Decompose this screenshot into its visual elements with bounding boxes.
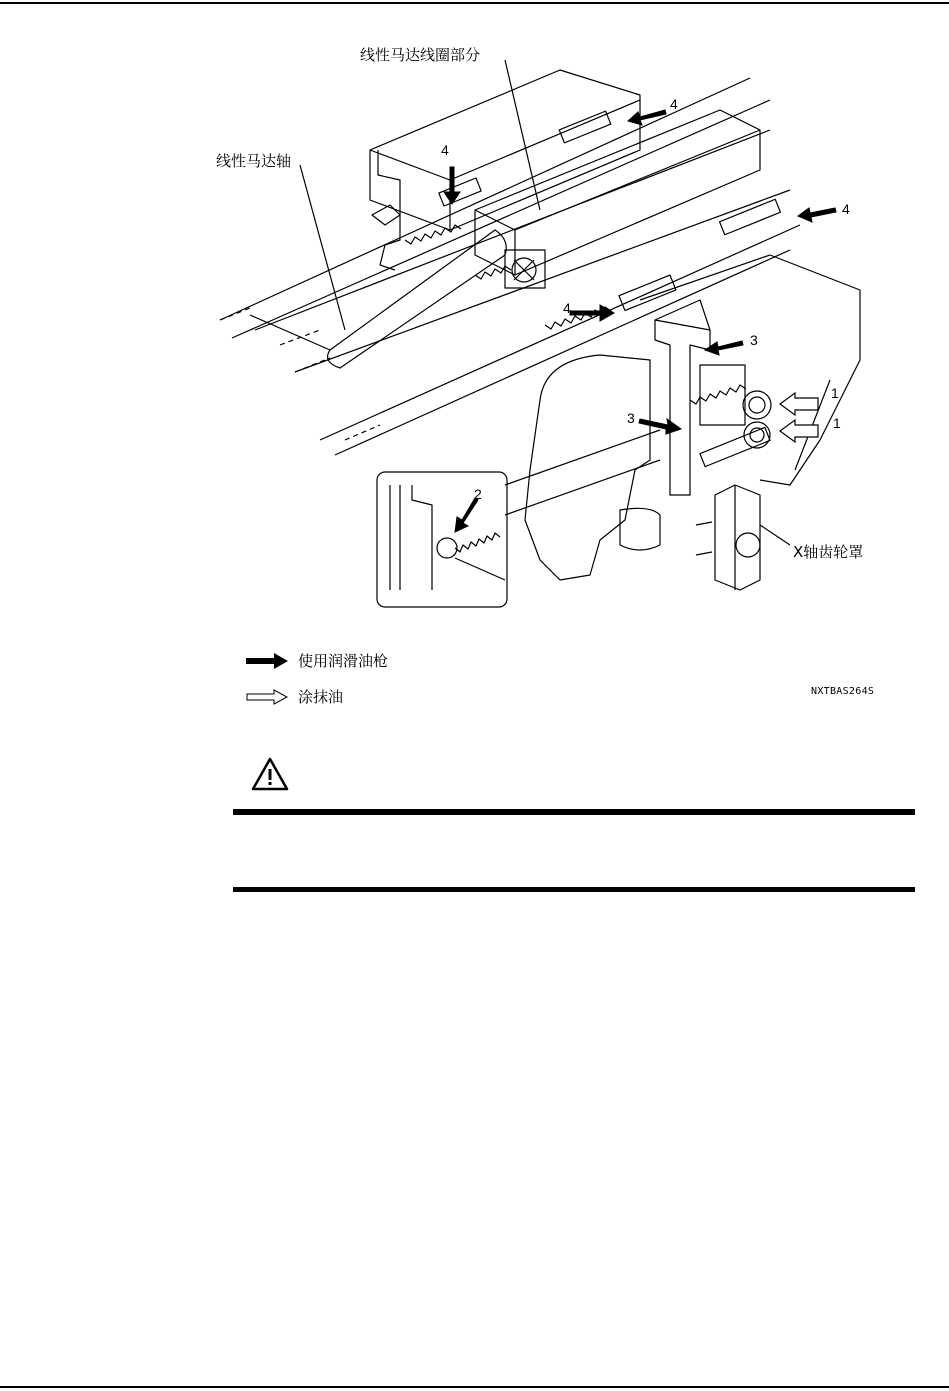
legend-grease-gun-text: 使用润滑油枪: [298, 652, 389, 670]
caution-top-bar: [233, 809, 915, 815]
legend-apply-oil-text: 涂抹油: [298, 688, 344, 706]
bottom-rule: [0, 1386, 949, 1388]
hollow-arrow-icon: [246, 689, 288, 705]
legend-grease-gun: [246, 650, 388, 671]
callout-number: 4: [563, 300, 571, 316]
figure-code: NXTBAS264S: [811, 686, 875, 697]
callout-number: 4: [842, 201, 850, 217]
solid-arrow-icon: [246, 653, 288, 669]
callout-number: 4: [441, 142, 449, 158]
legend-apply-oil: [246, 686, 343, 707]
callout-number: 1: [831, 385, 839, 401]
shaft-label: 线性马达轴: [216, 152, 292, 170]
gear-cover-label: X轴齿轮罩: [793, 543, 864, 561]
callout-number: 1: [833, 415, 841, 431]
callout-number: 4: [670, 96, 678, 112]
warning-triangle-icon: [250, 756, 290, 792]
callout-number: 3: [627, 410, 635, 426]
callout-number: 3: [750, 332, 758, 348]
callout-number: 2: [474, 486, 482, 502]
coil-label: 线性马达线圈部分: [360, 46, 481, 64]
caution-bottom-bar: [233, 887, 915, 892]
